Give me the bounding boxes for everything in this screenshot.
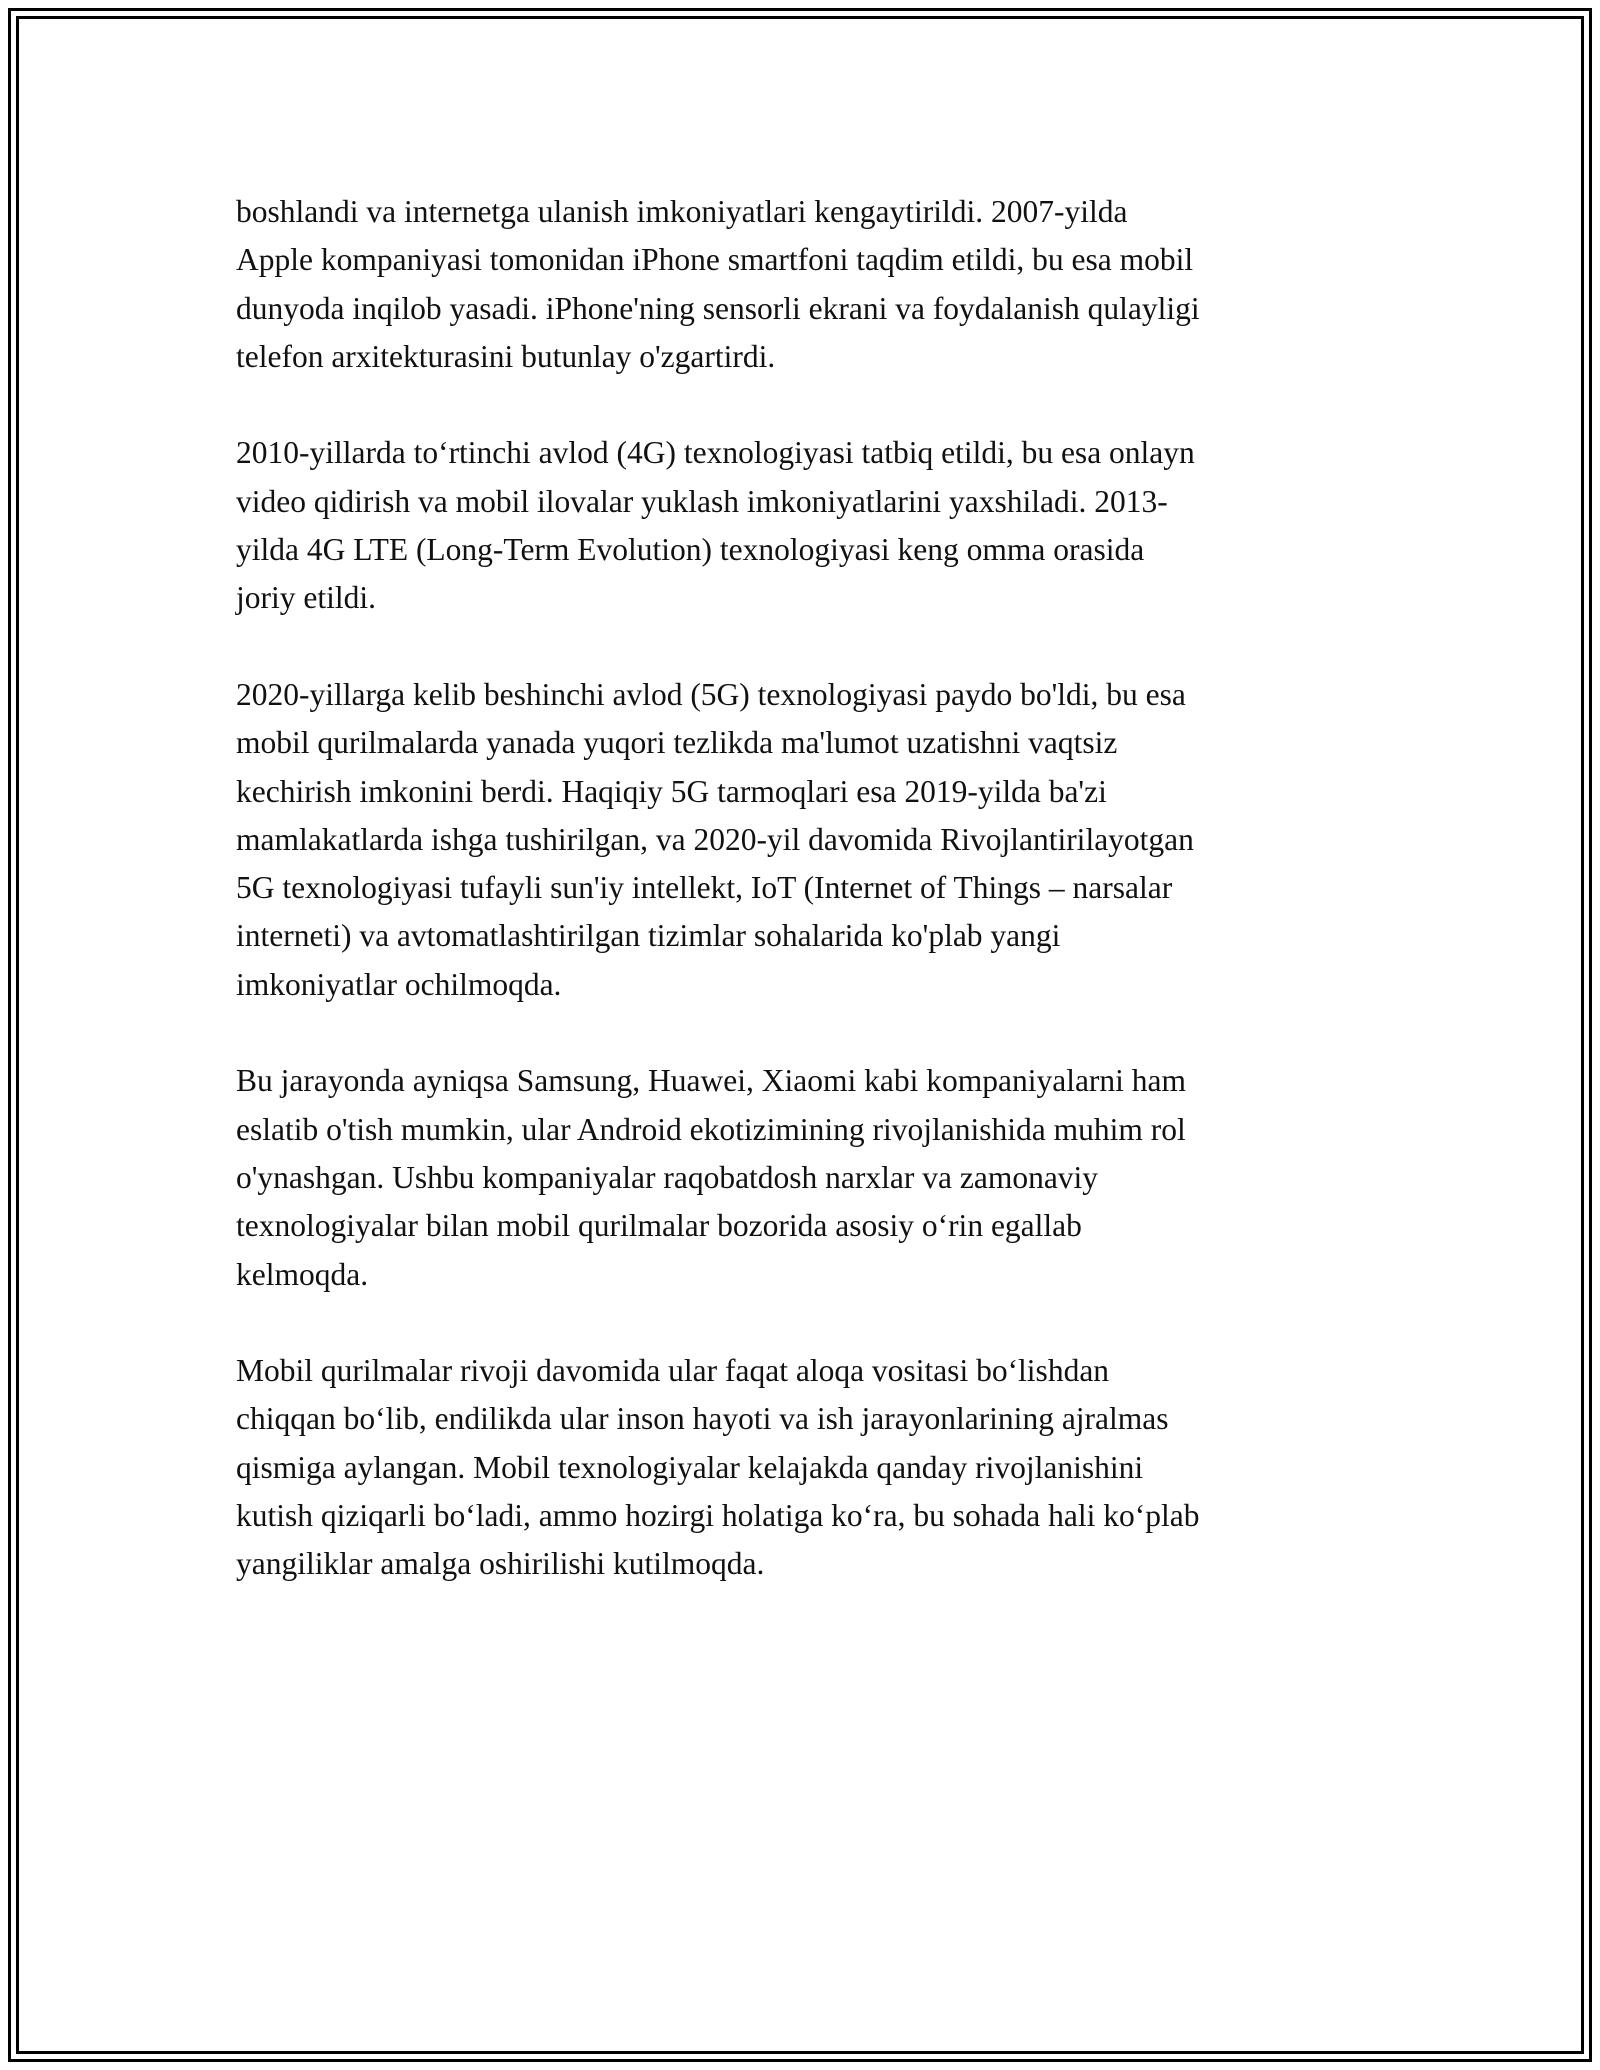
text-line: o'ynashgan. Ushbu kompaniyalar raqobatdosh narxlar va zamonaviy: [236, 1159, 1099, 1195]
text-line: mobil qurilmalarda yanada yuqori tezlikda ma'lumot uzatishni vaqtsiz: [236, 725, 1118, 761]
paragraph-android-companies: [236, 1057, 1366, 1298]
text-line: yilda 4G LTE (Long-Term Evolution) texnologiyasi keng omma orasida: [236, 532, 1145, 568]
paragraph-4g: [236, 429, 1366, 622]
text-line: telefon arxitekturasini butunlay o'zgartirdi.: [236, 338, 776, 374]
text-line: video qidirish va mobil ilovalar yuklash imkoniyatlarini yaxshiladi. 2013-: [236, 483, 1168, 519]
text-line: mamlakatlarda ishga tushirilgan, va 2020-yil davomida Rivojlantirilayotgan: [236, 821, 1194, 857]
text-line: Apple kompaniyasi tomonidan iPhone smartfoni taqdim etildi, bu esa mobil: [236, 242, 1194, 278]
text-line: 5G texnologiyasi tufayli sun'iy intellekt, IoT (Internet of Things – narsalar: [236, 870, 1173, 906]
text-line: kelmoqda.: [236, 1256, 369, 1292]
text-line: boshlandi va internetga ulanish imkoniyatlari kengaytirildi. 2007-yilda: [236, 194, 1128, 229]
text-line: Bu jarayonda ayniqsa Samsung, Huawei, Xiaomi kabi kompaniyalarni ham: [236, 1063, 1187, 1099]
text-line: qismiga aylangan. Mobil texnologiyalar kelajakda qanday rivojlanishini: [236, 1449, 1144, 1485]
text-line: interneti) va avtomatlashtirilgan tizimlar sohalarida ko'plab yangi: [236, 918, 1061, 954]
text-line: yangiliklar amalga oshirilishi kutilmoqda.: [236, 1546, 765, 1582]
text-line: imkoniyatlar ochilmoqda.: [236, 966, 562, 1002]
paragraph-5g: [236, 671, 1366, 1009]
document-body: [236, 188, 1366, 1637]
text-line: 2020-yillarga kelib beshinchi avlod (5G) texnologiyasi paydo bo'ldi, bu esa: [236, 676, 1186, 712]
text-line: joriy etildi.: [236, 580, 376, 616]
text-line: dunyoda inqilob yasadi. iPhone'ning sensorli ekrani va foydalanish qulayligi: [236, 290, 1200, 326]
text-line: kechirish imkonini berdi. Haqiqiy 5G tarmoqlari esa 2019-yilda ba'zi: [236, 773, 1107, 809]
text-line: kutish qiziqarli bo‘ladi, ammo hozirgi holatiga ko‘ra, bu sohada hali ko‘plab: [236, 1498, 1200, 1534]
text-line: Mobil qurilmalar rivoji davomida ular faqat aloqa vositasi bo‘lishdan: [236, 1353, 1110, 1389]
text-line: 2010-yillarda to‘rtinchi avlod (4G) texnologiyasi tatbiq etildi, bu esa onlayn: [236, 435, 1195, 471]
paragraph-conclusion: [236, 1347, 1366, 1588]
paragraph-history-3g-iphone: [236, 188, 1366, 381]
text-line: eslatib o'tish mumkin, ular Android ekotizimining rivojlanishida muhim rol: [236, 1111, 1186, 1147]
text-line: chiqqan bo‘lib, endilikda ular inson hayoti va ish jarayonlarining ajralmas: [236, 1401, 1169, 1437]
text-line: texnologiyalar bilan mobil qurilmalar bozorida asosiy o‘rin egallab: [236, 1208, 1082, 1244]
